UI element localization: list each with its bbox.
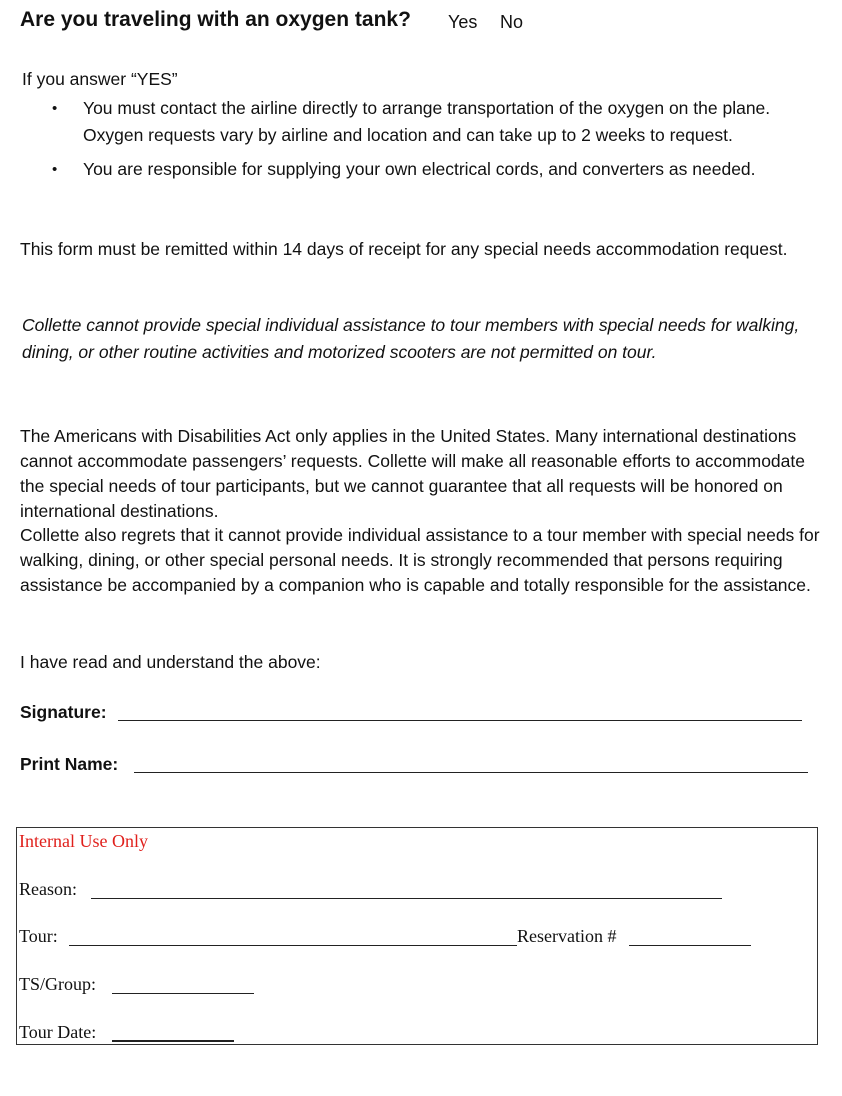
- no-option[interactable]: No: [500, 12, 524, 32]
- remit-notice: This form must be remitted within 14 days of receipt for any special needs accommodation request.: [20, 239, 788, 259]
- bullet-icon: •: [52, 100, 58, 117]
- ts-group-label: TS/Group:: [19, 974, 97, 994]
- yes-intro: If you answer “YES”: [22, 69, 178, 89]
- list-item: [52, 156, 792, 183]
- print-name-field[interactable]: [134, 772, 808, 773]
- oxygen-question-text: Are you traveling with an oxygen tank?: [20, 8, 411, 31]
- internal-use-title: Internal Use Only: [19, 831, 148, 851]
- tour-field[interactable]: [69, 945, 517, 946]
- reason-field[interactable]: [91, 898, 722, 899]
- internal-use-box: [16, 827, 818, 1045]
- bullet-text: You are responsible for supplying your own electrical cords, and converters as needed.: [83, 159, 756, 179]
- tour-date-label: Tour Date:: [19, 1022, 97, 1042]
- bullet-icon: •: [52, 161, 58, 178]
- list-item: [52, 95, 792, 149]
- reservation-field[interactable]: [629, 945, 751, 946]
- signature-field[interactable]: [118, 720, 802, 721]
- signature-label: Signature:: [20, 702, 107, 722]
- print-name-label: Print Name:: [20, 754, 119, 774]
- ts-group-field[interactable]: [112, 993, 254, 994]
- reason-label: Reason:: [19, 879, 77, 899]
- bullet-text: You must contact the airline directly to arrange transportation of the oxygen on the plane. Oxygen requests vary by airline and location and can take up to 2 weeks to request.: [83, 98, 771, 145]
- oxygen-question: [20, 8, 411, 32]
- tour-date-field[interactable]: [112, 1040, 234, 1042]
- tour-label: Tour:: [19, 926, 58, 946]
- ada-paragraph-2: Collette also regrets that it cannot provide individual assistance to a tour member with special needs for walking, dining, or other special personal needs. It is strongly recommended that persons requiring assistance be accompanied by a companion who is capable and totally responsible for the assistance.: [20, 525, 820, 595]
- yes-option[interactable]: Yes: [448, 12, 478, 32]
- reservation-label: Reservation #: [517, 926, 617, 946]
- yes-bullet-list: [52, 95, 792, 190]
- italic-notice: Collette cannot provide special individual assistance to tour members with special needs for walking, dining, or other routine activities and motorized scooters are not permitted on tour.: [22, 315, 800, 362]
- acknowledge-text: I have read and understand the above:: [20, 652, 321, 672]
- ada-paragraph-1: The Americans with Disabilities Act only applies in the United States. Many international destinations cannot accommodate passengers’ requests. Collette will make all reasonable efforts to accommodate the special needs of tour participants, but we cannot guarantee that all requests will be honored on international destinations.: [20, 426, 805, 521]
